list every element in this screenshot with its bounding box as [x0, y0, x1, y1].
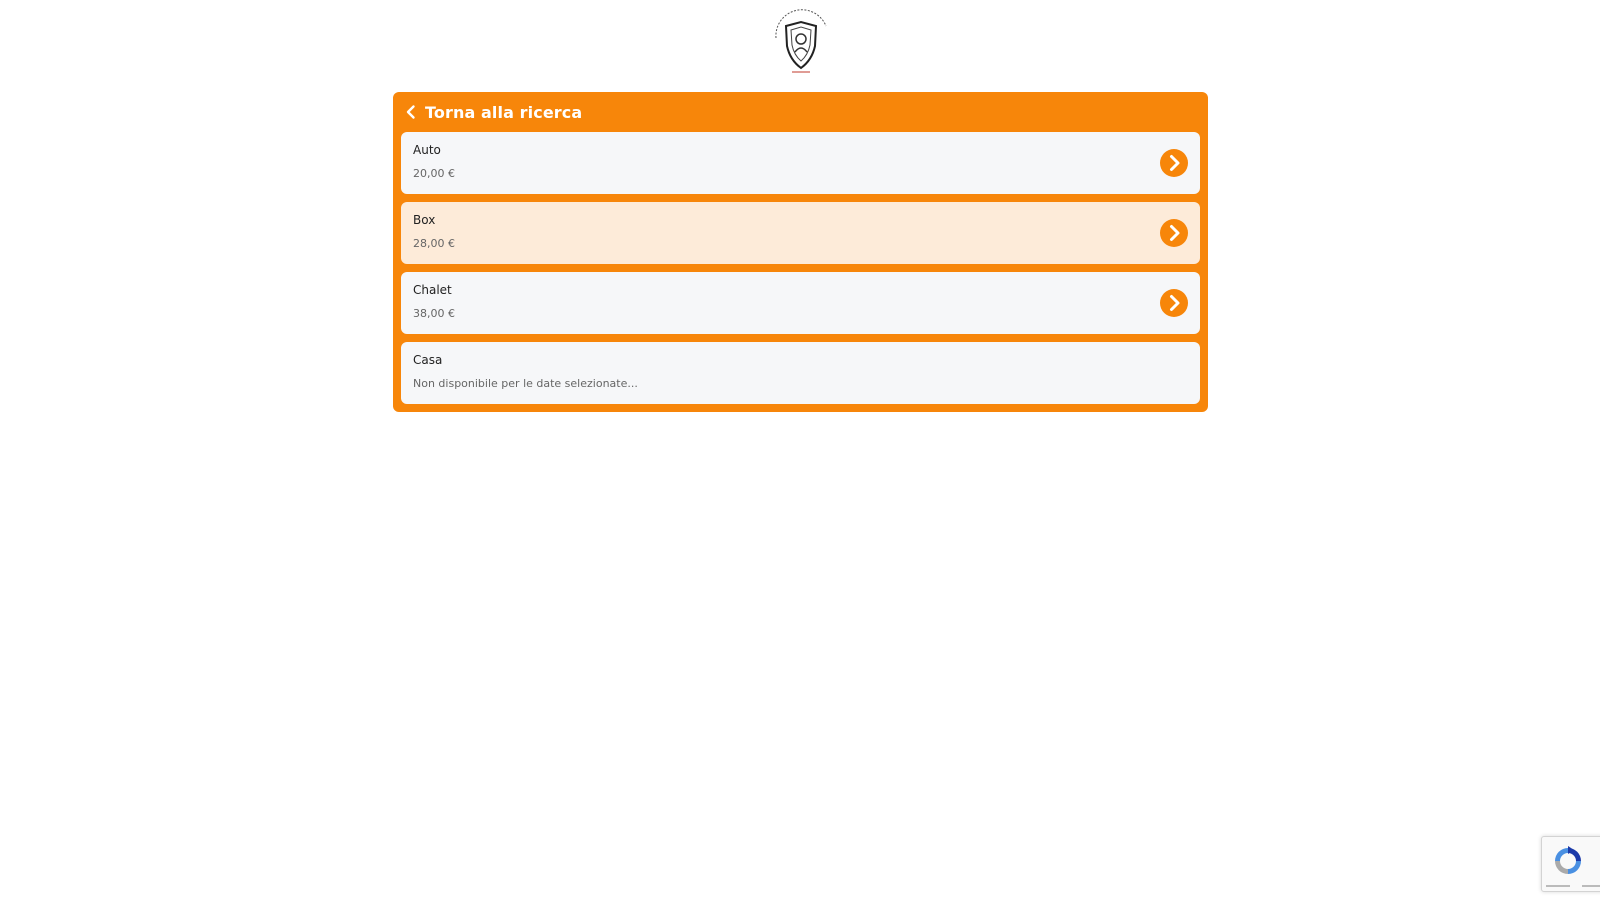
item-availability-note: Non disponibile per le date selezionate...: [413, 377, 638, 390]
back-to-search-label: Torna alla ricerca: [425, 102, 583, 122]
list-item-chalet[interactable]: [401, 272, 1200, 334]
recaptcha-links: [1546, 885, 1600, 888]
chevron-right-circle-icon[interactable]: [1160, 289, 1188, 317]
chevron-left-icon: [403, 104, 419, 120]
recaptcha-icon: [1552, 845, 1584, 877]
item-name: Chalet: [413, 283, 452, 297]
back-to-search-link[interactable]: [401, 92, 1200, 132]
chevron-right-circle-icon[interactable]: [1160, 149, 1188, 177]
item-price: 20,00 €: [413, 167, 455, 180]
item-name: Casa: [413, 353, 443, 367]
list-item-box[interactable]: [401, 202, 1200, 264]
item-name: Box: [413, 213, 436, 227]
list-item-auto[interactable]: [401, 132, 1200, 194]
chevron-right-circle-icon[interactable]: [1160, 219, 1188, 247]
item-name: Auto: [413, 143, 441, 157]
item-price: 28,00 €: [413, 237, 455, 250]
list-item-casa: [401, 342, 1200, 404]
site-logo[interactable]: [768, 8, 834, 74]
shield-seal-logo-icon: [768, 8, 834, 74]
results-panel: [393, 92, 1208, 412]
item-price: 38,00 €: [413, 307, 455, 320]
recaptcha-badge[interactable]: [1541, 836, 1600, 892]
